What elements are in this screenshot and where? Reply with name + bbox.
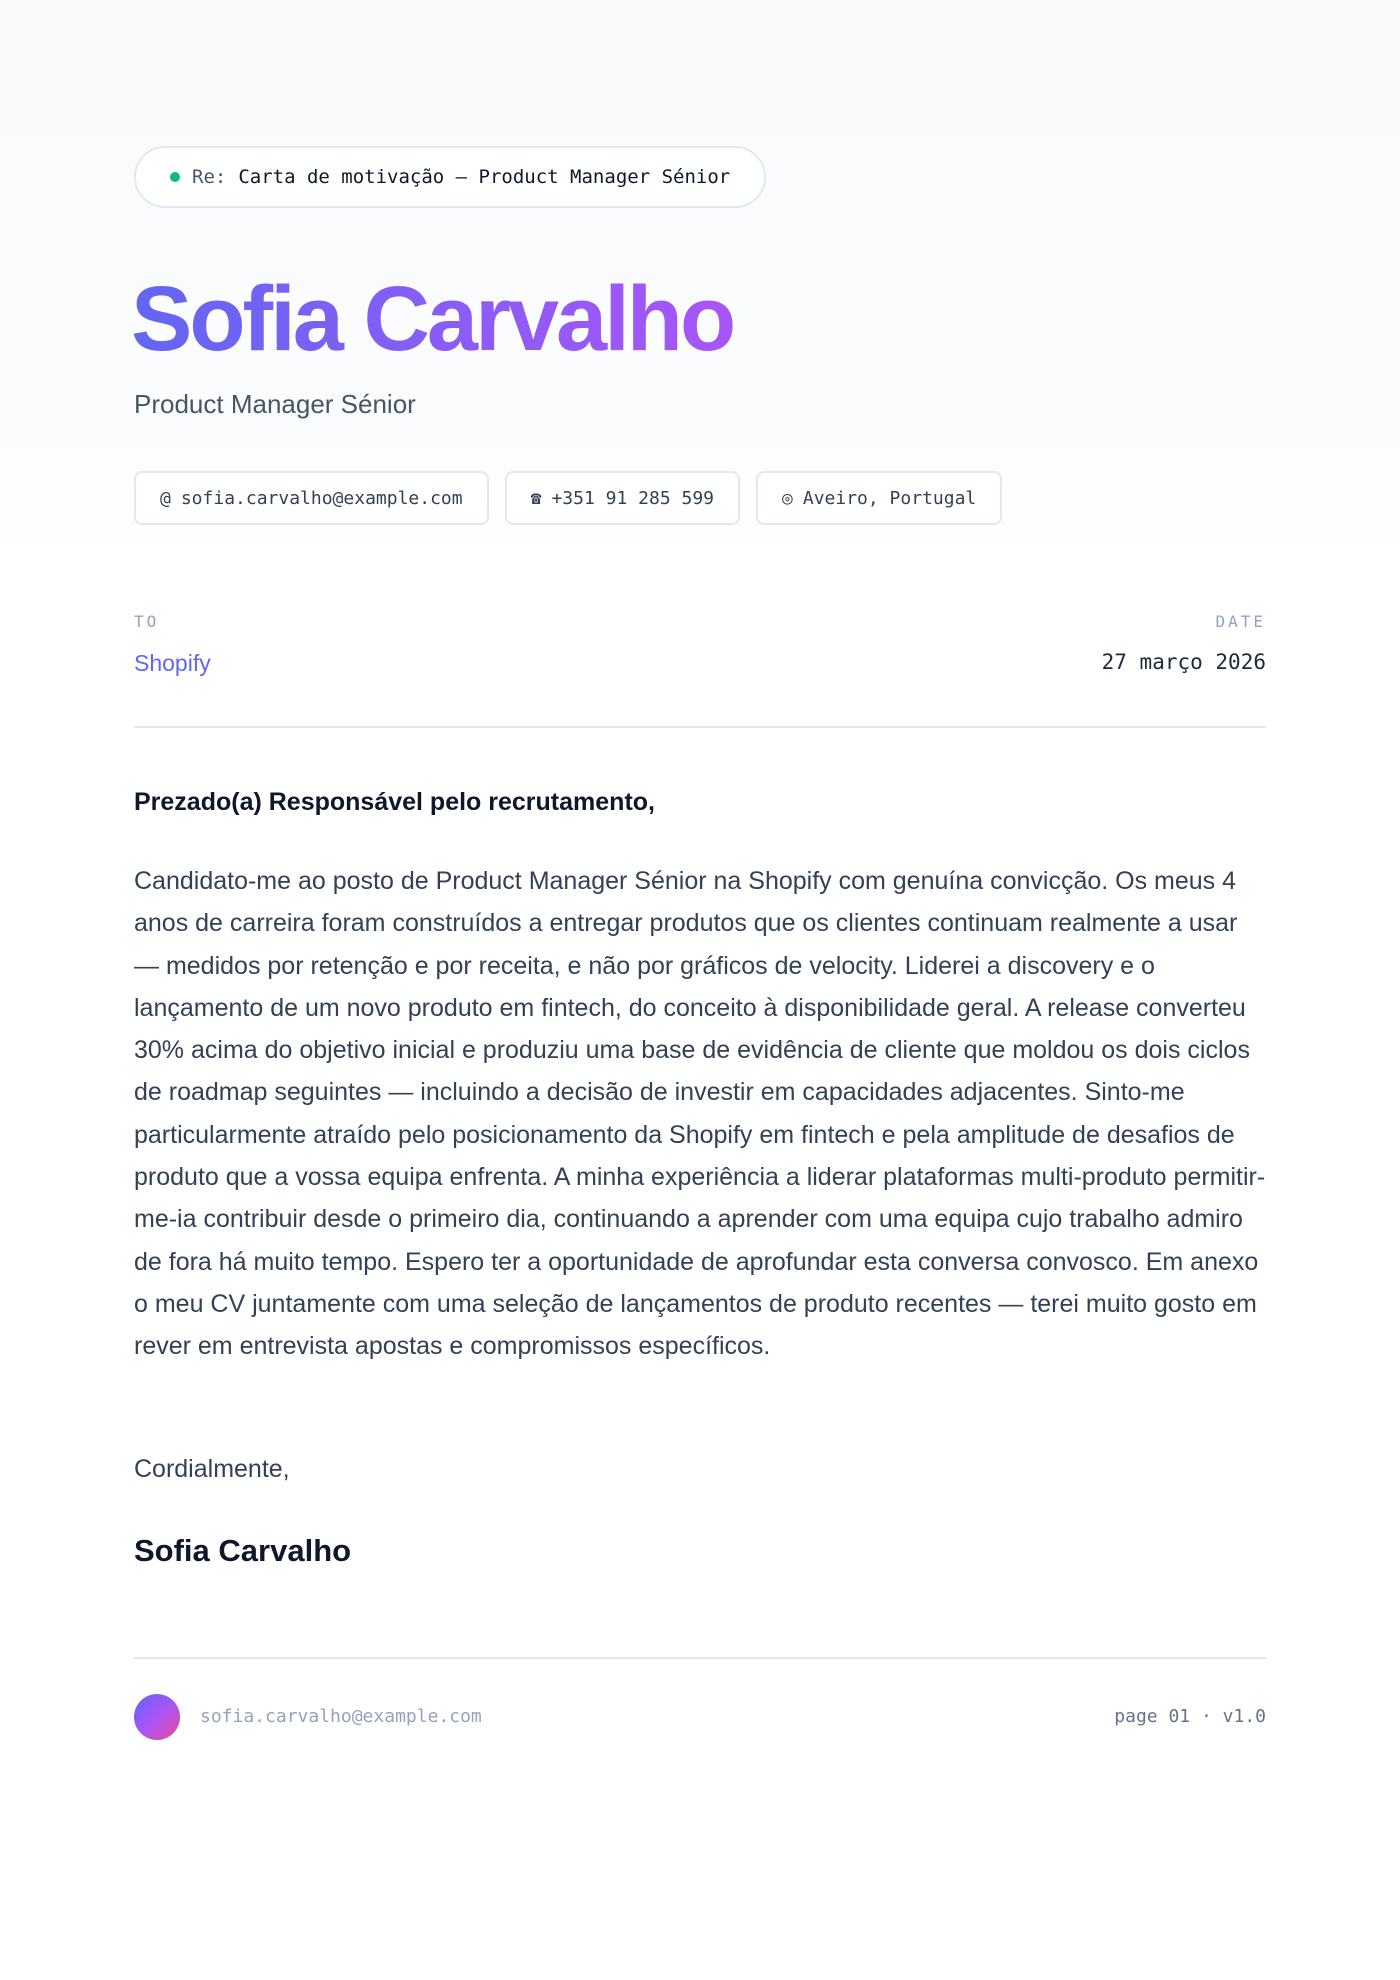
footer-divider <box>134 1657 1266 1659</box>
letter-date: 27 março 2026 <box>1101 650 1266 674</box>
letter-closing: Cordialmente, <box>134 1455 290 1483</box>
at-sign-icon: @ <box>160 487 171 509</box>
email-chip[interactable] <box>134 471 489 525</box>
phone-chip[interactable] <box>505 471 740 525</box>
location-text: Aveiro, Portugal <box>802 487 977 509</box>
subject-text: Carta de motivação — Product Manager Sénior <box>238 166 731 188</box>
page-indicator: page 01 · v1.0 <box>1114 1706 1266 1727</box>
letter-body: Candidato-me ao posto de Product Manager Sénior na Shopify com genuína convicção. Os meus 4 anos de carreira foram construídos a entregar produtos que os clientes continuam realmente a usar — medidos por retenção e por receita, e não por gráficos de velocity. Liderei a discovery e o lançamento de um novo produto em fintech, do conceito à disponibilidade geral. A release converteu 30% acima do objetivo inicial e produziu uma base de evidência de cliente que moldou os dois ciclos de roadmap seguintes — incluindo a decisão de investir em capacidades adjacentes. Sinto-me particularmente atraído pelo posicionamento da Shopify em fintech e pela amplitude de desafios de produto que a vossa equipa enfrenta. A minha experiência a liderar plataformas multi-produto permitir-me-ia contribuir desde o primeiro dia, continuando a aprender com uma equipa cujo trabalho admiro de fora há muito tempo. Espero ter a oportunidade de aprofundar esta conversa convosco. Em anexo o meu CV juntamente com uma seleção de lançamentos de produto recentes — terei muito gosto em rever em entrevista apostas e compromissos específicos. <box>134 867 1266 1361</box>
date-label: DATE <box>1215 612 1266 631</box>
subject-pill <box>134 146 766 208</box>
location-chip <box>756 471 1002 525</box>
divider <box>134 726 1266 728</box>
applicant-role: Product Manager Sénior <box>134 389 416 419</box>
contact-chips <box>134 471 1002 525</box>
recipient-company: Shopify <box>134 650 211 676</box>
to-label: TO <box>134 612 160 631</box>
status-dot-icon <box>170 172 180 182</box>
letter-signature: Sofia Carvalho <box>134 1533 352 1568</box>
cover-letter-page <box>131 0 1266 1980</box>
location-pin-icon: ◎ <box>782 487 793 509</box>
avatar <box>134 1694 180 1740</box>
email-text: sofia.carvalho@example.com <box>180 487 463 509</box>
letter-greeting: Prezado(a) Responsável pelo recrutamento, <box>134 788 655 816</box>
footer-email[interactable]: sofia.carvalho@example.com <box>200 1706 482 1727</box>
subject-prefix: Re: <box>192 166 227 188</box>
applicant-name: Sofia Carvalho <box>131 264 733 374</box>
phone-icon: ☎ <box>530 487 542 509</box>
phone-text: +351 91 285 599 <box>551 487 715 509</box>
